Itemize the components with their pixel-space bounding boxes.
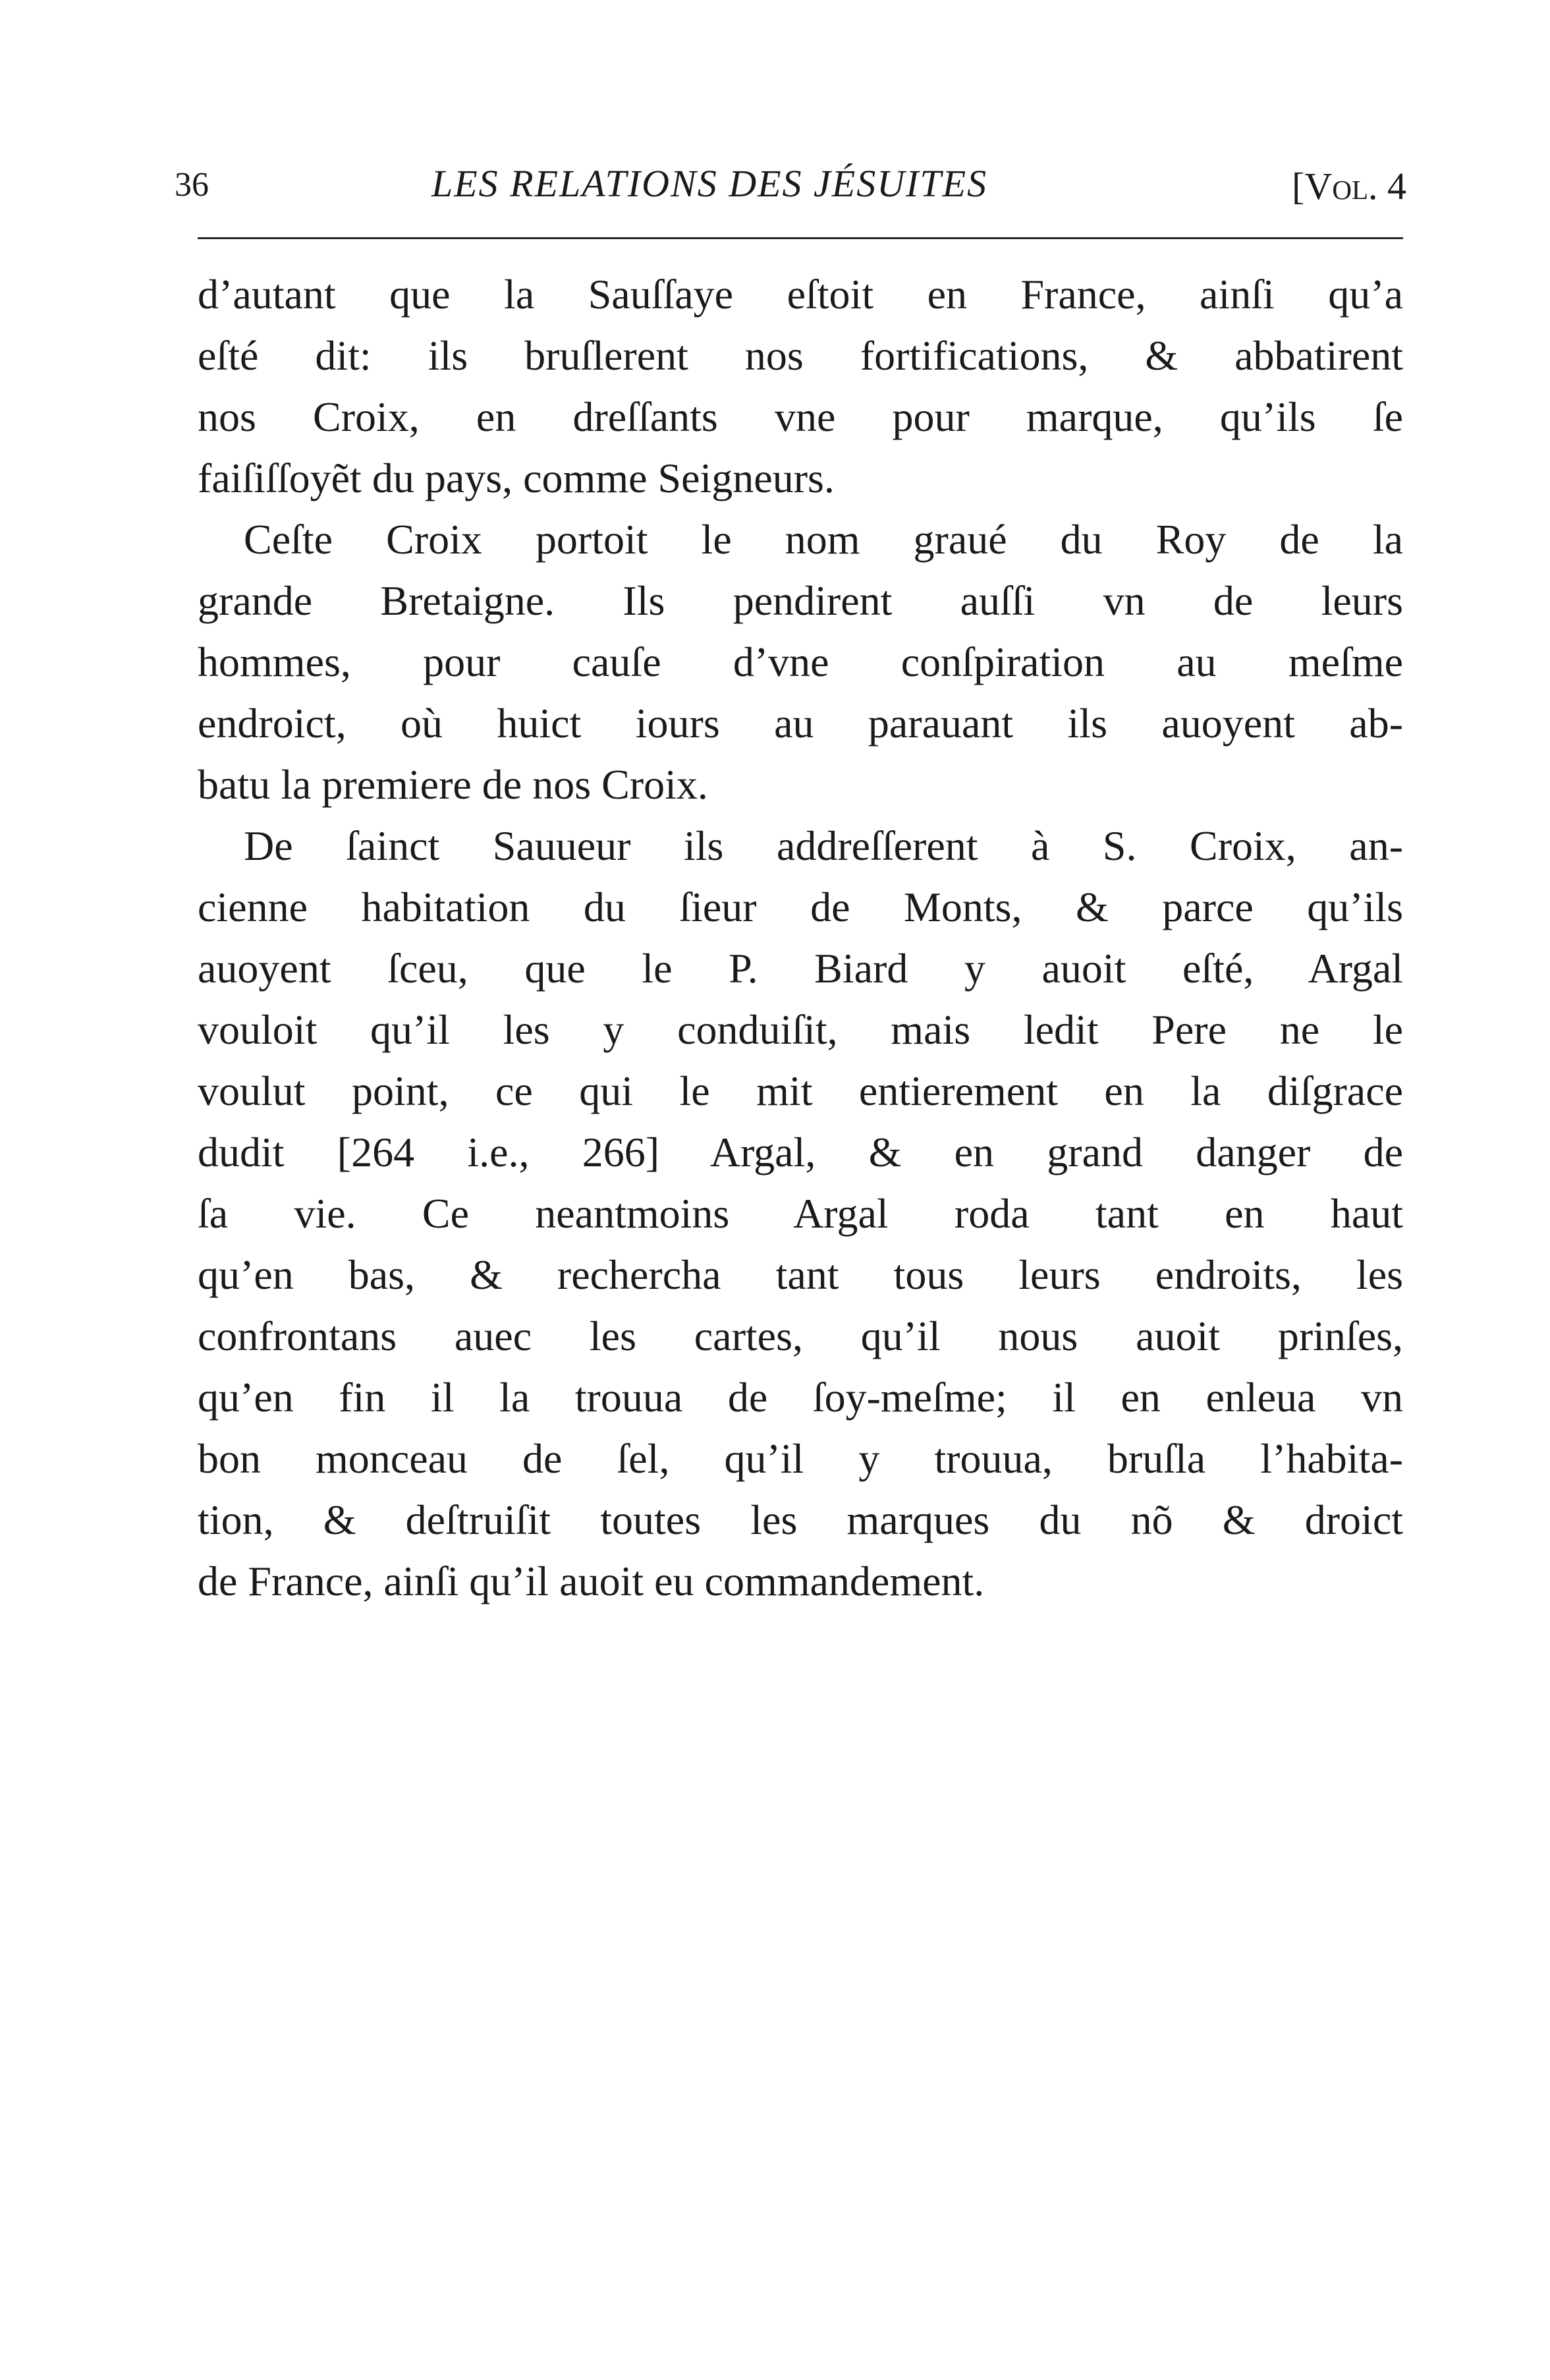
text-line: cienne habitation du ſieur de Monts, & parce qu’ils — [198, 884, 1403, 930]
text-line: d’autant que la Sauſſaye eſtoit en France, ainſi qu’a — [198, 271, 1403, 318]
text-line: qu’en bas, & rechercha tant tous leurs endroits, les — [198, 1251, 1403, 1298]
text-line: ſa vie. Ce neantmoins Argal roda tant en haut — [198, 1190, 1403, 1237]
page-number: 36 — [175, 166, 209, 204]
text-line: qu’en fin il la trouua de ſoy-meſme; il en enleua vn — [198, 1374, 1403, 1421]
text-line: tion, & deſtruiſit toutes les marques du nõ & droict — [198, 1496, 1403, 1543]
volume-label: [Vol. 4 — [1292, 165, 1406, 208]
text-line: vouloit qu’il les y conduiſit, mais ledit Pere ne le — [198, 1006, 1403, 1053]
text-line: dudit [264 i.e., 266] Argal, & en grand danger de — [198, 1129, 1403, 1176]
text-line: voulut point, ce qui le mit entierement en la diſgrace — [198, 1067, 1403, 1114]
text-line: eſté dit: ils bruſlerent nos fortifications, & abbatirent — [198, 332, 1403, 379]
text-line: nos Croix, en dreſſants vne pour marque, qu’ils ſe — [198, 393, 1403, 440]
text-line: faiſiſſoyẽt du pays, comme Seigneurs. — [198, 455, 835, 501]
text-line: confrontans auec les cartes, qu’il nous auoit prinſes, — [198, 1313, 1403, 1359]
header-rule — [198, 237, 1403, 239]
text-line: bon monceau de ſel, qu’il y trouua, bruſla l’habita- — [198, 1435, 1403, 1482]
text-line: batu la premiere de nos Croix. — [198, 761, 708, 808]
text-line: Ceſte Croix portoit le nom graué du Roy de la — [244, 516, 1403, 563]
body-text — [198, 264, 1403, 1612]
text-line: auoyent ſceu, que le P. Biard y auoit eſté, Argal — [198, 945, 1403, 992]
running-head — [175, 161, 1406, 214]
text-line: hommes, pour cauſe d’vne conſpiration au meſme — [198, 638, 1403, 685]
text-line: endroict, où huict iours au parauant ils auoyent ab- — [198, 700, 1403, 747]
text-line: grande Bretaigne. Ils pendirent auſſi vn de leurs — [198, 577, 1403, 624]
running-title: LES RELATIONS DES JÉSUITES — [431, 162, 988, 205]
text-line: De ſainct Sauueur ils addreſſerent à S. Croix, an- — [244, 822, 1403, 869]
text-line: de France, ainſi qu’il auoit eu commandement. — [198, 1558, 985, 1604]
